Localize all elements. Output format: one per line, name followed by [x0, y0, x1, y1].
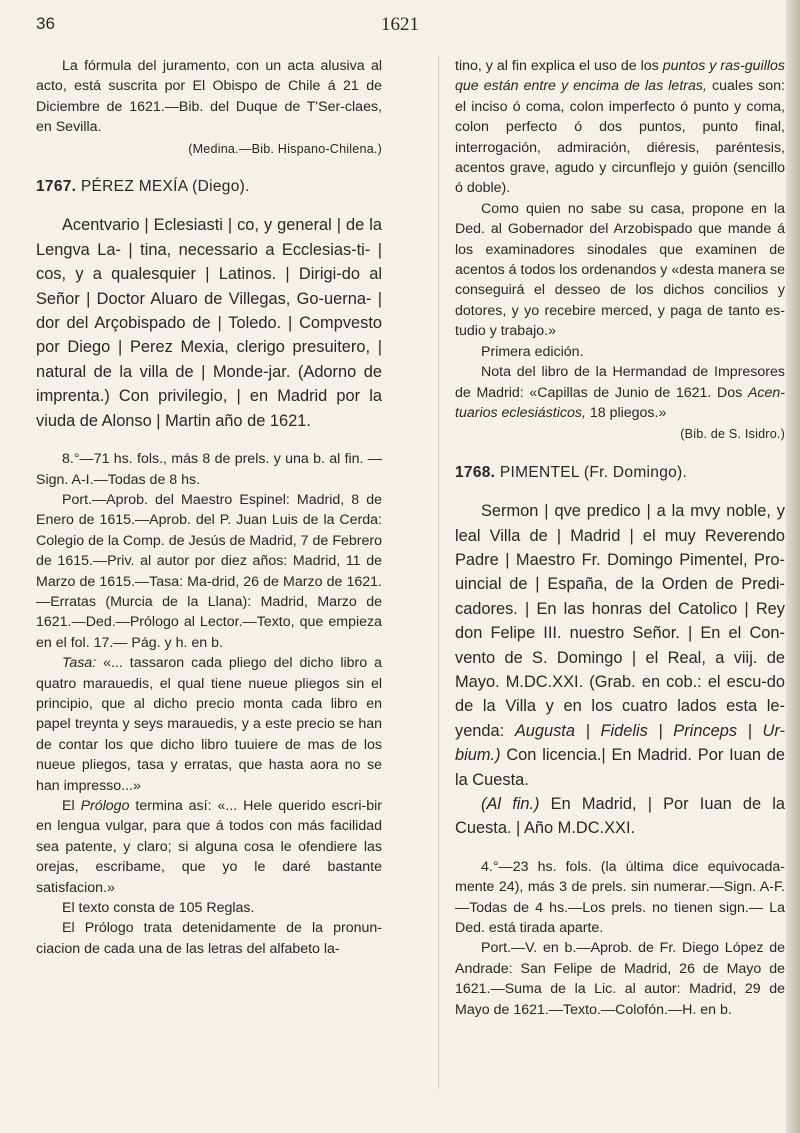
primera-edicion: Primera edición. [481, 343, 584, 360]
physical-description: 8.°—71 hs. fols., más 8 de prels. y una b. al fin. —Sign. A-I.—Todas de 8 hs. [36, 451, 382, 488]
page-header [36, 14, 764, 44]
title-part: Sermon | qve predico | a la mvy noble, y leal Villa de | Madrid | el muy Reverendo Padre | Maestro Fr. Domingo Pimentel, Pro-uincial de | España, de la Orden de Predi-cadores. | En las honras del Catolico | Rey don Felipe III. nuestro Señor. | En el Con-vento de S. Domingo | el Real, a viij. de Mayo. M.DC.XXI. (Grab. en cob.: el escu-do de la Villa y en los cuatro lados esta le-yenda: [455, 502, 785, 740]
contents-description: Port.—V. en b.—Aprob. de Fr. Diego López de Andrade: San Felipe de Madrid, 26 de Mayo de 1621.—Suma de la Lic. al autor: Madrid, 29 de Mayo de 1621.—Texto.—Colofón.—H. en b. [455, 940, 785, 1018]
physical-description: 4.°—23 hs. fols. (la última dice equivocada-mente 24), más 3 de prels. sin numerar.—Sign. A-F.—Todas de 4 hs.—Los prels. no tienen sign.— La Ded. está tirada aparte. [455, 858, 785, 937]
prologo-text: termina así: «... Hele querido escri-bir en lengua vulgar, para que á todos con más facilidad sea patente, y claro; si alguna cosa le ofendiere las orejas, escribame, que yo le daré bastante satisfacion.» [36, 798, 382, 896]
title-italic: Augusta | Fidelis | Princeps | Ur-bium.) [455, 721, 785, 765]
entry-number: 1768. [455, 463, 496, 481]
nota-paragraph [455, 362, 785, 423]
intro-source: (Medina.—Bib. Hispano-Chilena.) [188, 141, 382, 156]
continuation-text-end: cuales son: el inciso ó coma, colon imperfecto ó punto y coma, colon perfecto ó dos puntos, punto final, interrogación, admiración, diéresis, paréntesis, acentos grave, agudo y circunflejo y guión (sencillo ó doble). [455, 78, 785, 197]
continuation-italic: puntos y ras-guillos que están entre y encima de las letras, [455, 58, 785, 95]
contents-description: Port.—Aprob. del Maestro Espinel: Madrid, 8 de Enero de 1615.—Aprob. del P. Juan Luis de la Cerda: Colegio de la Comp. de Jesús de Madrid, 7 de Febrero de 1615.—Priv. al autor por diez años: Madrid, 11 de Marzo de 1615.—Tasa: Ma-drid, 26 de Marzo de 1621.—Erratas (Murcia de la Llana): Madrid, Marzo de 1621.—Ded.—Prólogo al Lector.—Texto, que empieza en el fol. 17.— Pág. y h. en b. [36, 491, 382, 651]
prologo2-paragraph: El Prólogo trata detenidamente de la pronun-ciacion de cada una de las letras del alfabeto la- [36, 920, 382, 957]
tasa-text: «... tassaron cada pliego del dicho libro a quatro marauedis, el qual tiene nueue pliegos sin el principio, que al dicho precio monta cada libro en papel treynta y seys marauedis, y a este precio se han de contar los que dicho libro tuuiere de mas de los nueue pliegos, tasa y erratas, que hasta aora no se han impresso...» [36, 655, 382, 794]
tasa-label: Tasa: [62, 655, 97, 672]
title-text [455, 499, 785, 792]
entry-number: 1767. [36, 178, 77, 196]
entry-1768-heading [455, 463, 785, 483]
prologo-prefix: El [62, 798, 81, 814]
entry-author: PÉREZ MEXÍA (Diego). [80, 178, 250, 196]
intro-paragraph: La fórmula del juramento, con un acta alusiva al acto, está suscrita por El Obispo de Chile á 21 de Diciembre de 1621.—Bib. del Duque de T'Ser-claes, en Sevilla. [36, 58, 382, 136]
entry-1767-title [36, 213, 382, 433]
nota-text: Nota del libro de la Hermandad de Impresores de Madrid: «Capillas de Junio de 1621. Dos [455, 364, 785, 401]
prologo-paragraph [36, 796, 382, 898]
left-column [36, 56, 382, 959]
title-part-end: Con licencia.| En Madrid. Por Iuan de la Cuesta. [455, 746, 785, 789]
continuation-paragraph [455, 56, 785, 199]
title-text: Acentvario | Eclesiasti | co, y general | de la Lengva La- | tina, necessario a Ecclesias-ti- | cos, y a qualesquier | Latinos. | Dirigi-do al Señor | Doctor Aluaro de Villegas, Go-uerna- | dor del Arçobispado de | Toledo. | Compvesto por Diego | Perez Mexia, clerigo presuitero, | natural de la villa de | Monde-jar. (Adorno de imprenta.) Con privilegio, | en Madrid por la viuda de Alonso | Martin año de 1621. [36, 216, 382, 430]
continuation-text: tino, y al fin explica el uso de los [455, 58, 663, 74]
page-number: 36 [36, 14, 55, 33]
como-paragraph: Como quien no sabe su casa, propone en la Ded. al Gobernador del Arzobispado que mande á los examinadores sinodales que examinen de acentos á todos los ordenandos y «desta manera se conseguirá el desseo de los dichos concilios y dotores, y yo recebire merced, y paga de tanto es-tudio y trabajo.» [455, 200, 785, 340]
colophon-text: En Madrid, | Por Iuan de la Cuesta. | Año M.DC.XXI. [455, 795, 785, 838]
entry-author: PIMENTEL (Fr. Domingo). [499, 463, 688, 481]
colophon-line [455, 792, 785, 841]
prologo-label: Prólogo [80, 798, 130, 814]
entry-1768-title [455, 499, 785, 841]
nota-italic: Acen-tuarios eclesiásticos, [455, 384, 785, 421]
running-year: 1621 [381, 14, 419, 35]
column-divider [438, 56, 439, 1089]
right-column [455, 56, 785, 1020]
tasa-paragraph [36, 653, 382, 796]
nota-text-end: 18 pliegos.» [585, 404, 667, 421]
page-edge-shadow [786, 0, 800, 1133]
entry-1767-heading [36, 177, 382, 197]
nota-source: (Bib. de S. Isidro.) [680, 427, 785, 442]
texto-paragraph: El texto consta de 105 Reglas. [62, 900, 255, 917]
colophon-italic: (Al fin.) [481, 795, 540, 813]
